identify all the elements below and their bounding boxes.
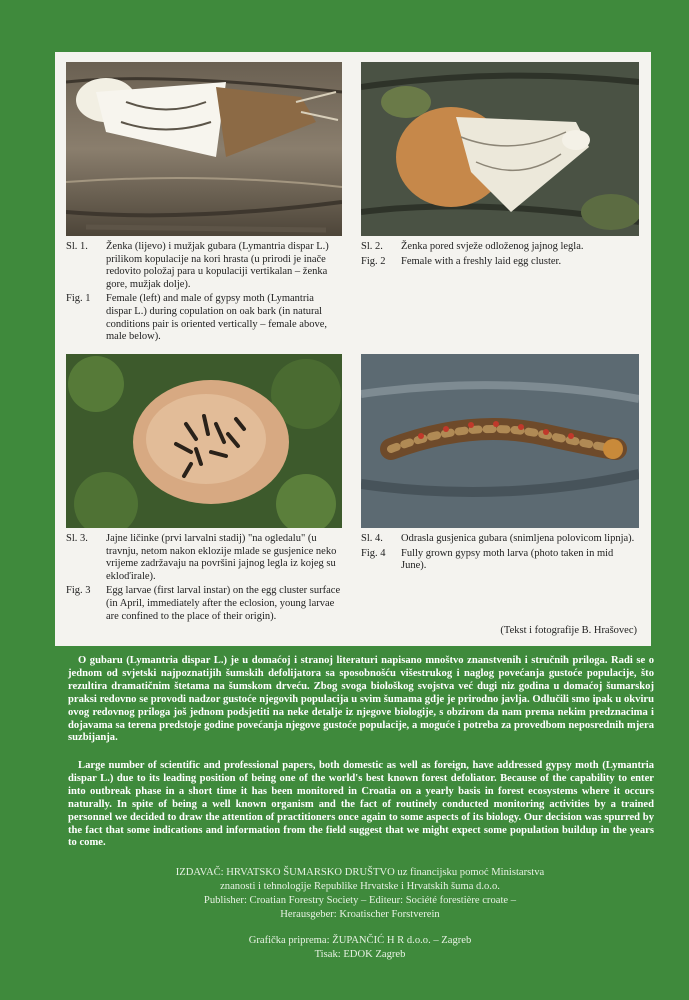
caption-figure-4: [361, 533, 639, 573]
publisher-block: [60, 866, 660, 922]
caption-figure-1: [66, 241, 342, 344]
caption-text-hr: Ženka pored svježe odloženog jajnog legla.: [401, 241, 584, 252]
production-block: [60, 934, 660, 962]
publisher-line-intl-1: Publisher: Croatian Forestry Society – Editeur: Société forestière croate –: [203, 895, 517, 906]
photo-female-with-egg-cluster: [361, 62, 639, 236]
caption-text-en: Female with a freshly laid egg cluster.: [401, 255, 562, 267]
photo-caterpillar: [361, 354, 639, 528]
photo-moths-copulating: [66, 62, 342, 236]
photo-credit: (Tekst i fotografije B. Hrašovec): [500, 625, 637, 636]
publisher-line-intl-2: Herausgeber: Kroatischer Forstverein: [280, 909, 440, 920]
caption-text-hr: Odrasla gusjenica gubara (snimljena polovicom lipnja).: [401, 533, 635, 544]
publisher-line-hr-2: znanosti i tehnologije Republike Hrvatske i Hrvatskih šuma d.o.o.: [220, 881, 500, 892]
caption-label-hr: Sl. 1.: [66, 241, 88, 252]
intro-paragraph-english: Large number of scientific and professional papers, both domestic as well as foreign, have addressed gypsy moth (Lymantria dispar L.) due to its leading position of being one of the world's best known forest defoliator. Because of the capability to enter into outbreak phase in a short time it has been monitored in Croatia on a yearly basis in forest ecosystems where it occurs naturally. In spite of being a well known organism and the fact of routinely conducted monitoring activities by a trained personnel we decided to draw the attention of practitioners once again to some aspects of its biology. Our decision was spurred by the fact that some indications and information from the field suggest that we might expect some population buildup in the years to come.: [68, 760, 654, 849]
caption-label-hr: Sl. 4.: [361, 533, 383, 544]
caption-label-hr: Sl. 3.: [66, 533, 88, 544]
caption-text-en: Egg larvae (first larval instar) on the egg cluster surface (in April, immediately after the eclosion, young larvae are confined to the place of their origin).: [106, 585, 341, 622]
caption-text-en: Female (left) and male of gypsy moth (Lymantria dispar L.) during copulation on oak bark (in natural conditions pair is oriented vertically – female above, male below).: [106, 293, 328, 343]
caption-text-hr: Jajne ličinke (prvi larvalni stadij) "na ogledalu" (u travnju, netom nakon eklozije mlade se gusjenice neko vrijeme zadržavaju na površini jajnog legla iz kojeg su ekloďirale).: [106, 533, 337, 582]
caption-figure-2: [361, 241, 639, 268]
caption-figure-3: [66, 533, 342, 623]
caption-label-en: Fig. 3: [66, 585, 91, 597]
caption-text-hr: Ženka (lijevo) i mužjak gubara (Lymantria dispar L.) prilikom kopulacije na kori hrasta (u prirodi je inače redovito položaj para u kopulaciji vertikalan – ženka gore, mužjak dolje).: [106, 241, 329, 290]
caption-label-hr: Sl. 2.: [361, 241, 383, 252]
intro-paragraph-croatian: O gubaru (Lymantria dispar L.) je u domaćoj i stranoj literaturi napisano mnoštvo znanstvenih i stručnih priloga. Radi se o jednom od svjetski najpoznatijih šumskih defolijatora sa sposobnošću višestrukog i naglog povećanja gustoće populacije, što rezultira dramatičnim štetama na šumskom drveću. Zbog svoga biološkog svojstva već dugi niz godina u domaćoj šumarskoj praksi redovno se provodi nadzor gustoće njegovih populacija u svim šumama gdje je prirodno javlja. Odlučili smo ipak u okviru ovog redovnog priloga još jednom podsjetiti na neke detalje iz njegove biologije, s obzirom da nam prema nekim predznacima i dojavama sa terena predstoje godine povećanja njegove gustoće populacije, a moguće i potreba za provedbom neposrednih mjera suzbijanja.: [68, 655, 654, 744]
caption-label-en: Fig. 2: [361, 255, 386, 267]
caption-label-en: Fig. 4: [361, 547, 386, 559]
caption-label-en: Fig. 1: [66, 293, 91, 305]
caption-text-en: Fully grown gypsy moth larva (photo taken in mid June).: [401, 547, 614, 572]
print-line: Tisak: EDOK Zagreb: [314, 949, 406, 960]
publisher-line-hr-1: IZDAVAČ: HRVATSKO ŠUMARSKO DRUŠTVO uz financijsku pomoć Ministarstva: [175, 867, 545, 878]
figures-panel: [55, 52, 651, 646]
photo-egg-larvae: [66, 354, 342, 528]
prepress-line: Grafička priprema: ŽUPANČIĆ H R d.o.o. – Zagreb: [248, 935, 472, 946]
